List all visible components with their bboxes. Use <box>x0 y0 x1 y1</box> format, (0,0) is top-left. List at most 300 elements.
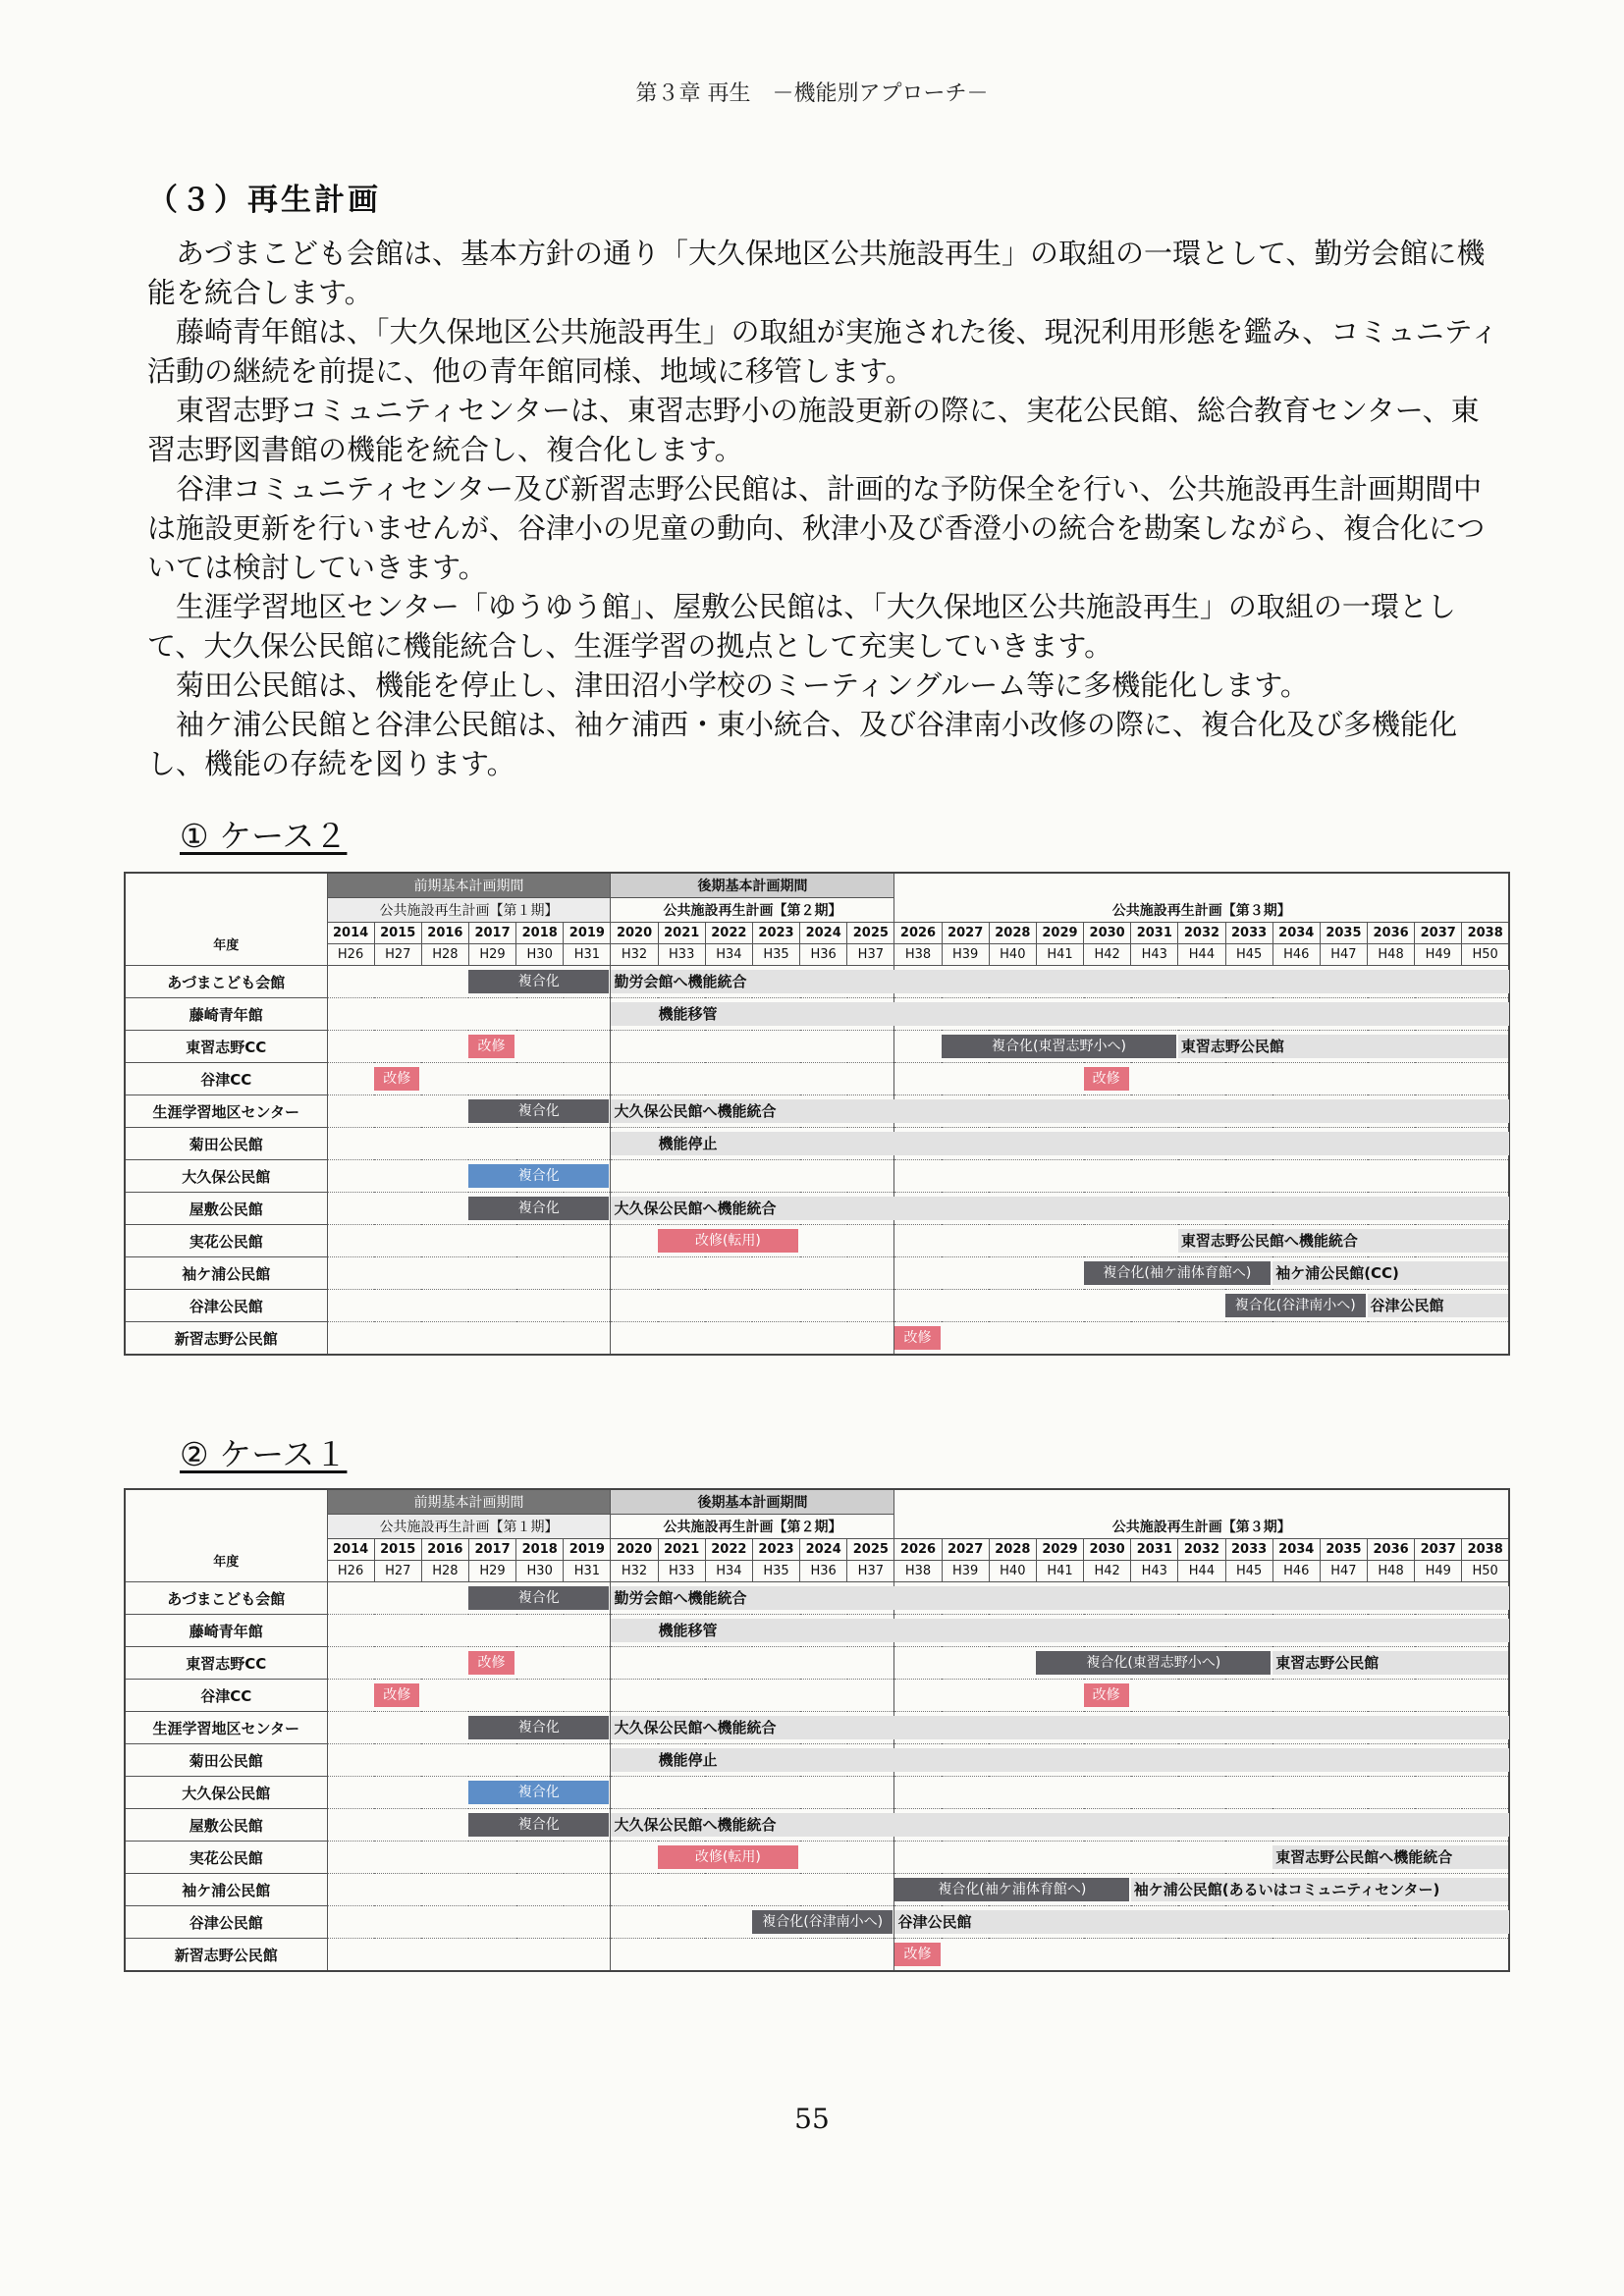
schedule-cell <box>989 1680 1036 1712</box>
heisei-cell: H32 <box>611 1561 658 1582</box>
schedule-cell <box>658 1680 705 1712</box>
year-cell: 2032 <box>1178 1539 1225 1561</box>
schedule-cell <box>327 1874 374 1906</box>
facility-name: あづまこども会館 <box>125 1582 327 1615</box>
schedule-cell <box>1131 1842 1178 1874</box>
schedule-cell <box>374 1193 421 1225</box>
schedule-cell <box>516 1939 564 1972</box>
schedule-cell <box>1084 1842 1131 1874</box>
schedule-cell <box>1084 1322 1131 1356</box>
schedule-cell <box>611 966 747 998</box>
period2-label: 後期基本計画期間 <box>611 873 894 898</box>
schedule-cell <box>800 1322 847 1356</box>
schedule-cell <box>800 1939 847 1972</box>
schedule-cell <box>327 1842 374 1874</box>
schedule-cell <box>611 1031 658 1063</box>
schedule-cell <box>989 1225 1036 1257</box>
schedule-cell <box>1272 1777 1320 1809</box>
bar-label: 袖ケ浦公民館(CC) <box>1275 1264 1399 1282</box>
schedule-cell <box>1131 1874 1440 1906</box>
facility-name: 藤崎青年館 <box>125 998 327 1031</box>
heisei-cell: H30 <box>516 1561 564 1582</box>
heisei-cell: H43 <box>1131 944 1178 966</box>
schedule-cell <box>658 1322 705 1356</box>
year-cell: 2029 <box>1036 923 1083 944</box>
schedule-cell <box>847 1680 894 1712</box>
period1-sub-label: 公共施設再生計画【第１期】 <box>327 898 611 923</box>
bar-dark: 複合化(東習志野小へ) <box>1036 1651 1271 1675</box>
year-cell: 2021 <box>658 1539 705 1561</box>
schedule-cell <box>1320 1680 1367 1712</box>
paragraph: 藤崎青年館は、「大久保地区公共施設再生」の取組が実施された後、現況利用形態を鑑み、コミュニティ活動の継続を前提に、他の青年館同様、地域に移管します。 <box>147 315 1499 388</box>
schedule-cell <box>658 1939 705 1972</box>
year-cell: 2018 <box>516 1539 564 1561</box>
schedule-cell <box>421 1906 468 1939</box>
schedule-cell <box>421 1744 468 1777</box>
heisei-cell: H32 <box>611 944 658 966</box>
schedule-cell <box>942 1290 989 1322</box>
heisei-cell: H36 <box>800 1561 847 1582</box>
schedule-cell <box>1131 1160 1178 1193</box>
schedule-cell <box>1320 1160 1367 1193</box>
schedule-cell <box>894 1257 942 1290</box>
schedule-cell <box>705 1290 752 1322</box>
heisei-cell: H47 <box>1320 1561 1367 1582</box>
schedule-cell <box>1462 1777 1509 1809</box>
period1-label: 前期基本計画期間 <box>327 873 611 898</box>
schedule-cell <box>894 1031 942 1063</box>
year-cell: 2030 <box>1084 1539 1131 1561</box>
facility-name: 生涯学習地区センター <box>125 1712 327 1744</box>
bar-blue: 複合化 <box>468 1781 608 1804</box>
schedule-cell <box>374 1906 421 1939</box>
schedule-cell <box>327 1647 374 1680</box>
schedule-cell <box>374 998 421 1031</box>
schedule-cell <box>894 1063 942 1095</box>
facility-name: 大久保公民館 <box>125 1777 327 1809</box>
schedule-cell <box>800 1874 847 1906</box>
schedule-cell <box>327 1322 374 1356</box>
schedule-cell <box>800 1225 847 1257</box>
heisei-cell: H37 <box>847 944 894 966</box>
schedule-cell <box>1368 1777 1415 1809</box>
year-cell: 2033 <box>1225 1539 1272 1561</box>
schedule-cell <box>421 1680 468 1712</box>
heisei-cell: H49 <box>1415 1561 1462 1582</box>
schedule-cell <box>468 1647 515 1680</box>
schedule-cell <box>564 1257 611 1290</box>
schedule-cell <box>374 1874 421 1906</box>
year-cell: 2029 <box>1036 1539 1083 1561</box>
schedule-cell <box>658 1290 705 1322</box>
heisei-cell: H46 <box>1272 944 1320 966</box>
schedule-cell <box>468 1290 515 1322</box>
bar-dark: 複合化(袖ケ浦体育館へ) <box>1084 1261 1272 1285</box>
schedule-cell <box>374 1615 421 1647</box>
schedule-cell <box>421 1095 468 1128</box>
nendo-label: 年度 <box>125 1539 327 1582</box>
schedule-cell <box>516 1225 564 1257</box>
schedule-cell <box>374 1777 421 1809</box>
schedule-cell <box>1225 1290 1356 1322</box>
schedule-cell <box>894 1680 942 1712</box>
facility-name: 実花公民館 <box>125 1842 327 1874</box>
period3-sub-label: 公共施設再生計画【第３期】 <box>894 1515 1509 1539</box>
schedule-cell <box>847 1647 894 1680</box>
heisei-cell: H30 <box>516 944 564 966</box>
schedule-cell <box>564 1647 611 1680</box>
schedule-cell <box>800 1680 847 1712</box>
facility-name: 東習志野CC <box>125 1647 327 1680</box>
schedule-cell <box>611 1906 658 1939</box>
schedule-cell <box>516 1257 564 1290</box>
schedule-cell <box>1272 1939 1320 1972</box>
schedule-cell <box>1272 1257 1399 1290</box>
schedule-cell <box>327 1257 374 1290</box>
heisei-cell: H45 <box>1225 1561 1272 1582</box>
bar-dark: 複合化 <box>468 970 608 993</box>
schedule-cell <box>658 1063 705 1095</box>
bar-blue: 複合化 <box>468 1164 608 1188</box>
schedule-cell <box>800 1063 847 1095</box>
schedule-cell <box>374 1322 421 1356</box>
schedule-cell <box>421 1063 468 1095</box>
schedule-cell <box>705 1322 752 1356</box>
period2-sub-label: 公共施設再生計画【第２期】 <box>611 1515 894 1539</box>
year-cell: 2023 <box>752 1539 799 1561</box>
schedule-cell <box>611 1290 658 1322</box>
year-cell: 2021 <box>658 923 705 944</box>
heisei-cell: H39 <box>942 944 989 966</box>
bar-label: 機能停止 <box>658 1135 718 1152</box>
schedule-cell <box>800 1160 847 1193</box>
bar-pink: 改修 <box>468 1651 514 1675</box>
facility-name: 屋敷公民館 <box>125 1809 327 1842</box>
facility-name: 大久保公民館 <box>125 1160 327 1193</box>
schedule-cell <box>374 1290 421 1322</box>
schedule-cell <box>1368 1939 1415 1972</box>
year-cell: 2028 <box>989 1539 1036 1561</box>
schedule-cell <box>327 1906 374 1939</box>
schedule-cell <box>658 1874 705 1906</box>
schedule-cell <box>1178 1842 1225 1874</box>
year-cell: 2024 <box>800 1539 847 1561</box>
schedule-cell <box>421 1225 468 1257</box>
heisei-cell: H31 <box>564 1561 611 1582</box>
bar-label: 東習志野公民館へ機能統合 <box>1180 1232 1358 1250</box>
heisei-cell: H36 <box>800 944 847 966</box>
schedule-cell <box>516 1615 564 1647</box>
schedule-cell <box>1368 1063 1415 1095</box>
heisei-cell: H28 <box>421 944 468 966</box>
schedule-cell <box>468 1906 515 1939</box>
schedule-cell <box>942 1680 989 1712</box>
header-blank <box>125 898 327 923</box>
bar-dark: 複合化(袖ケ浦体育館へ) <box>894 1878 1129 1901</box>
case1-title: ② ケース１ <box>180 1435 348 1473</box>
schedule-cell <box>611 1744 718 1777</box>
schedule-cell <box>564 1128 611 1160</box>
schedule-cell <box>1036 1063 1083 1095</box>
heisei-cell: H26 <box>327 1561 374 1582</box>
year-cell: 2018 <box>516 923 564 944</box>
year-cell: 2027 <box>942 923 989 944</box>
bar-dark: 複合化 <box>468 1716 608 1739</box>
heisei-cell: H31 <box>564 944 611 966</box>
schedule-cell <box>847 1031 894 1063</box>
page-header: 第３章 再生 －機能別アプローチ－ <box>635 81 989 106</box>
schedule-cell <box>752 1322 799 1356</box>
year-cell: 2014 <box>327 1539 374 1561</box>
paragraph: 菊田公民館は、機能を停止し、津田沼小学校のミーティングルーム等に多機能化します。 <box>176 668 1309 702</box>
year-cell: 2028 <box>989 923 1036 944</box>
period-bar <box>894 1910 1508 1934</box>
schedule-cell <box>327 1031 374 1063</box>
case2-schedule-table <box>124 872 1510 1356</box>
year-cell: 2019 <box>564 923 611 944</box>
bar-pink: 改修 <box>468 1035 514 1058</box>
schedule-cell <box>1036 1647 1221 1680</box>
schedule-cell <box>611 998 718 1031</box>
heisei-cell: H50 <box>1462 1561 1509 1582</box>
schedule-cell <box>658 1906 705 1939</box>
paragraph: 袖ケ浦公民館と谷津公民館は、袖ケ浦西・東小統合、及び谷津南小改修の際に、複合化及び多機能化し、機能の存続を図ります。 <box>147 708 1458 780</box>
bar-label: 谷津公民館 <box>1370 1297 1444 1314</box>
schedule-cell <box>705 1647 752 1680</box>
schedule-cell <box>1462 1680 1509 1712</box>
schedule-cell <box>705 1906 752 1939</box>
schedule-cell <box>327 998 374 1031</box>
schedule-cell <box>374 1582 421 1615</box>
schedule-cell <box>942 1322 989 1356</box>
bar-pink: 改修(転用) <box>658 1229 797 1253</box>
facility-name: 谷津CC <box>125 1063 327 1095</box>
schedule-cell <box>989 1647 1036 1680</box>
schedule-cell <box>327 1160 374 1193</box>
year-cell: 2015 <box>374 923 421 944</box>
schedule-cell <box>989 1160 1036 1193</box>
schedule-cell <box>468 1809 560 1842</box>
heisei-cell: H33 <box>658 944 705 966</box>
schedule-cell <box>989 1939 1036 1972</box>
schedule-cell <box>752 1031 799 1063</box>
schedule-cell <box>1084 1680 1131 1712</box>
schedule-cell <box>468 1874 515 1906</box>
facility-name: 菊田公民館 <box>125 1744 327 1777</box>
heisei-cell: H34 <box>705 1561 752 1582</box>
schedule-cell <box>468 1095 560 1128</box>
schedule-cell <box>1131 1680 1178 1712</box>
period-bar <box>611 1619 1508 1642</box>
bar-label: 機能移管 <box>658 1622 718 1639</box>
schedule-cell <box>327 1193 374 1225</box>
schedule-cell <box>847 1290 894 1322</box>
schedule-cell <box>1462 1063 1509 1095</box>
schedule-cell <box>847 1874 894 1906</box>
bar-dark: 複合化 <box>468 1099 608 1123</box>
schedule-cell <box>1178 1063 1225 1095</box>
schedule-cell <box>658 1031 705 1063</box>
schedule-cell <box>327 1680 374 1712</box>
schedule-cell <box>1036 1225 1083 1257</box>
schedule-cell <box>1036 1777 1083 1809</box>
schedule-cell <box>1178 1225 1358 1257</box>
facility-name: 袖ケ浦公民館 <box>125 1874 327 1906</box>
year-cell: 2038 <box>1462 1539 1509 1561</box>
schedule-cell <box>1178 1031 1284 1063</box>
paragraph: 東習志野コミュニティセンターは、東習志野小の施設更新の際に、実花公民館、総合教育センター、東習志野図書館の機能を統合し、複合化します。 <box>147 394 1480 466</box>
schedule-cell <box>1084 1257 1252 1290</box>
schedule-cell <box>942 1225 989 1257</box>
schedule-cell <box>1131 1322 1178 1356</box>
heisei-cell: H39 <box>942 1561 989 1582</box>
schedule-cell <box>1272 1680 1320 1712</box>
schedule-cell <box>327 1582 374 1615</box>
schedule-cell <box>516 1744 564 1777</box>
schedule-cell <box>421 1712 468 1744</box>
schedule-cell <box>800 1777 847 1809</box>
schedule-cell <box>564 1842 611 1874</box>
schedule-cell <box>564 1906 611 1939</box>
schedule-cell <box>421 1160 468 1193</box>
schedule-cell <box>421 1290 468 1322</box>
schedule-cell <box>611 1647 658 1680</box>
bar-label: 勤労会館へ機能統合 <box>614 1589 747 1607</box>
heisei-cell: H26 <box>327 944 374 966</box>
schedule-cell <box>374 1128 421 1160</box>
schedule-cell <box>327 1290 374 1322</box>
heisei-cell: H41 <box>1036 1561 1083 1582</box>
schedule-cell <box>847 1160 894 1193</box>
schedule-cell <box>1415 1322 1462 1356</box>
schedule-cell <box>468 1031 515 1063</box>
schedule-cell <box>421 1809 468 1842</box>
heisei-cell: H29 <box>468 944 515 966</box>
year-cell: 2038 <box>1462 923 1509 944</box>
section-title: （３）再生計画 <box>147 183 381 218</box>
schedule-cell <box>800 1257 847 1290</box>
schedule-cell <box>468 1842 515 1874</box>
facility-name: 袖ケ浦公民館 <box>125 1257 327 1290</box>
schedule-cell <box>1272 1842 1453 1874</box>
schedule-cell <box>611 1257 658 1290</box>
year-cell: 2026 <box>894 1539 942 1561</box>
bar-label: 大久保公民館へ機能統合 <box>614 1200 777 1217</box>
schedule-cell <box>1368 1290 1444 1322</box>
facility-name: あづまこども会館 <box>125 966 327 998</box>
bar-label: 機能停止 <box>658 1751 718 1769</box>
schedule-cell <box>658 1225 761 1257</box>
schedule-cell <box>374 1647 421 1680</box>
schedule-cell <box>468 998 515 1031</box>
schedule-cell <box>1178 1290 1225 1322</box>
heisei-cell: H28 <box>421 1561 468 1582</box>
schedule-cell <box>752 1290 799 1322</box>
schedule-cell <box>800 1842 847 1874</box>
schedule-cell <box>611 1128 718 1160</box>
schedule-cell <box>611 1842 658 1874</box>
schedule-cell <box>894 1290 942 1322</box>
facility-name: 実花公民館 <box>125 1225 327 1257</box>
heisei-cell: H37 <box>847 1561 894 1582</box>
schedule-cell <box>658 1257 705 1290</box>
schedule-cell <box>658 1160 705 1193</box>
year-cell: 2027 <box>942 1539 989 1561</box>
bar-pink: 改修 <box>894 1326 940 1350</box>
schedule-cell <box>1036 1322 1083 1356</box>
schedule-cell <box>1272 1063 1320 1095</box>
schedule-cell <box>611 1582 747 1615</box>
schedule-cell <box>564 1874 611 1906</box>
schedule-cell <box>1415 1939 1462 1972</box>
schedule-cell <box>705 1777 752 1809</box>
heisei-cell: H38 <box>894 944 942 966</box>
schedule-cell <box>327 1777 374 1809</box>
heisei-cell: H27 <box>374 944 421 966</box>
year-cell: 2020 <box>611 923 658 944</box>
period3-blank <box>894 1489 1509 1515</box>
year-cell: 2034 <box>1272 1539 1320 1561</box>
schedule-cell <box>894 1160 942 1193</box>
schedule-cell <box>942 1031 1126 1063</box>
bar-dark: 複合化 <box>468 1197 608 1220</box>
period1-sub-label: 公共施設再生計画【第１期】 <box>327 1515 611 1539</box>
schedule-cell <box>1320 1777 1367 1809</box>
schedule-cell <box>611 1063 658 1095</box>
schedule-cell <box>564 1063 611 1095</box>
schedule-cell <box>468 1322 515 1356</box>
schedule-cell <box>516 1842 564 1874</box>
schedule-cell <box>1036 1842 1083 1874</box>
schedule-cell <box>800 1031 847 1063</box>
schedule-cell <box>752 1257 799 1290</box>
heisei-cell: H42 <box>1084 944 1131 966</box>
schedule-cell <box>942 1160 989 1193</box>
schedule-cell <box>327 1939 374 1972</box>
year-cell: 2036 <box>1368 923 1415 944</box>
schedule-cell <box>1320 1939 1367 1972</box>
schedule-cell <box>516 1680 564 1712</box>
bar-dark: 複合化 <box>468 1586 608 1610</box>
schedule-cell <box>1225 1680 1272 1712</box>
schedule-cell <box>1036 1160 1083 1193</box>
schedule-cell <box>1272 1160 1320 1193</box>
schedule-cell <box>705 1939 752 1972</box>
schedule-cell <box>421 998 468 1031</box>
bar-dark: 複合化(東習志野小へ) <box>942 1035 1176 1058</box>
schedule-cell <box>942 1777 989 1809</box>
schedule-cell <box>752 1906 884 1939</box>
paragraph: 谷津コミュニティセンター及び新習志野公民館は、計画的な予防保全を行い、公共施設再生計画期間中は施設更新を行いませんが、谷津小の児童の動向、秋津小及び香澄小の統合を勘案しながら、複合化については検討していきます。 <box>147 472 1486 584</box>
schedule-cell <box>942 1939 989 1972</box>
schedule-cell <box>847 1225 894 1257</box>
facility-name: 新習志野公民館 <box>125 1939 327 1972</box>
bar-label: 東習志野公民館へ機能統合 <box>1275 1848 1453 1866</box>
schedule-cell <box>468 1712 560 1744</box>
schedule-cell <box>1178 1939 1225 1972</box>
bar-pink: 改修 <box>1084 1067 1129 1091</box>
schedule-cell <box>1368 1322 1415 1356</box>
bar-pink: 改修 <box>1084 1683 1129 1707</box>
schedule-cell <box>1272 1322 1320 1356</box>
schedule-cell <box>468 1615 515 1647</box>
schedule-cell <box>327 1712 374 1744</box>
case2-title: ① ケース２ <box>180 817 348 855</box>
year-cell: 2031 <box>1131 923 1178 944</box>
year-cell: 2017 <box>468 923 515 944</box>
schedule-cell <box>374 1842 421 1874</box>
heisei-cell: H50 <box>1462 944 1509 966</box>
